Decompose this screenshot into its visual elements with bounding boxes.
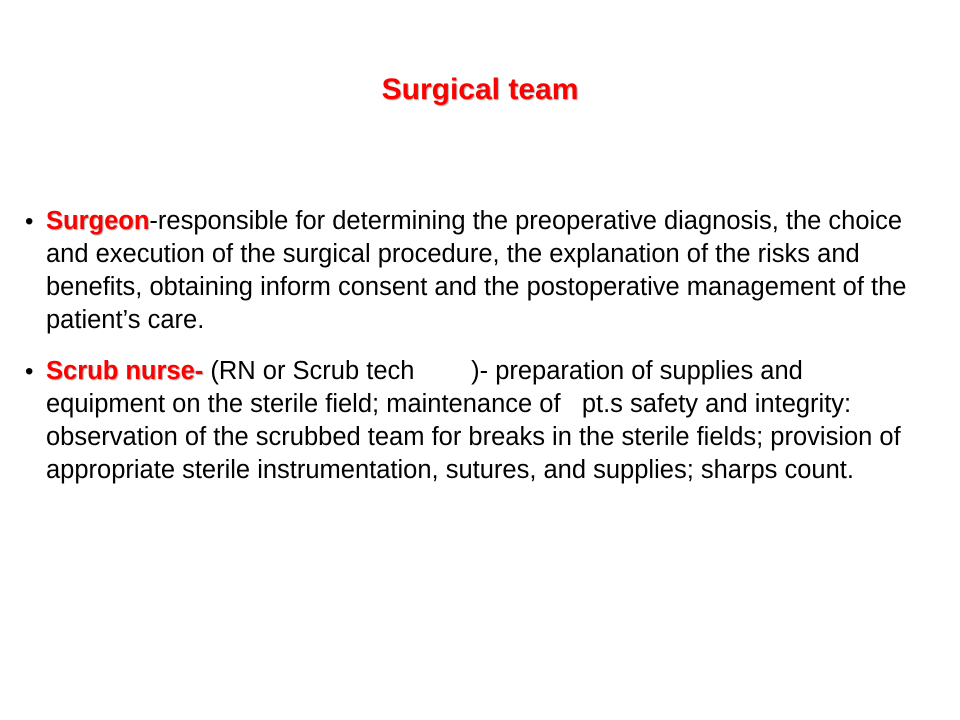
bullet-item-surgeon xyxy=(25,205,926,337)
bullet-term: Surgeon xyxy=(46,207,150,235)
bullet-text: (RN or Scrub tech )- preparation of supplies and equipment on the sterile field; maintenance of pt.s safety and integrity: observation of the scrubbed team for breaks in the sterile fields; provision of appropriate sterile instrumentation, sutures, and supplies; sharps count. xyxy=(46,357,908,484)
bullet-dot-icon: • xyxy=(25,358,34,385)
bullet-text: -responsible for determining the preoperative diagnosis, the choice and execution of the surgical procedure, the explanation of the risks and benefits, obtaining inform consent and the postoperative management of the patient’s care. xyxy=(46,207,907,334)
bullet-term: Scrub nurse- xyxy=(46,357,204,385)
bullet-item-scrub-nurse xyxy=(25,355,926,487)
bullet-list xyxy=(25,205,926,505)
slide-title: Surgical team xyxy=(381,73,579,106)
bullet-dot-icon: • xyxy=(25,208,34,235)
